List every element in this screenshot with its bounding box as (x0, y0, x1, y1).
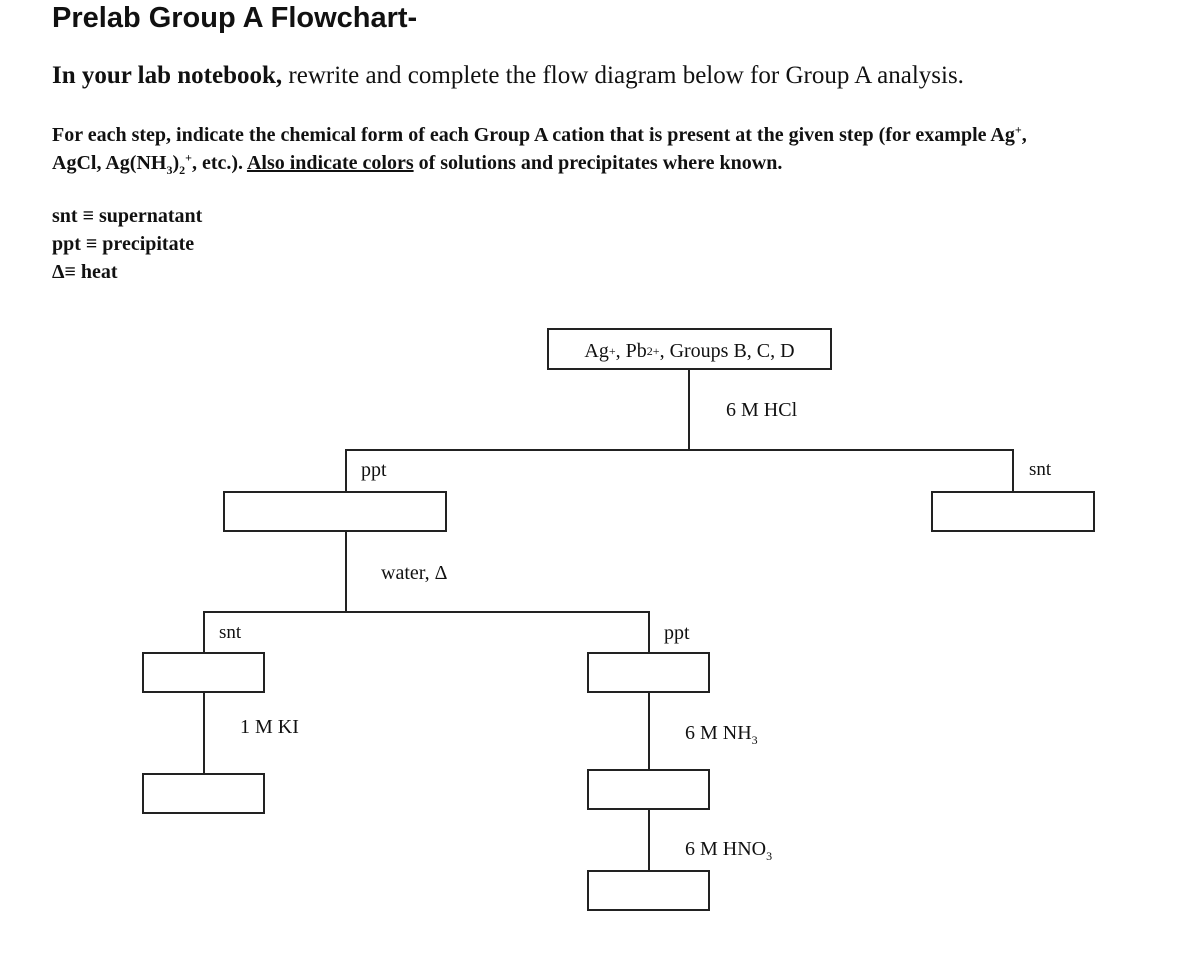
instr-sub: 2 (179, 163, 186, 177)
connector-line (688, 370, 690, 450)
branch-ppt-label: ppt (664, 622, 690, 644)
intro-rest: rewrite and complete the flow diagram below for Group A analysis. (282, 62, 964, 89)
instr-underlined: Also indicate colors (246, 152, 414, 174)
instr-text: AgCl, Ag(NH (52, 152, 167, 174)
reagent-water-label: water, Δ (381, 562, 448, 584)
instructions-line-1 (52, 121, 1027, 149)
answer-box-hno3[interactable] (587, 870, 710, 911)
instructions (52, 121, 1027, 177)
reagent-sub: 3 (766, 849, 773, 863)
connector-line (648, 693, 650, 770)
reagent-text: 6 M NH (685, 722, 752, 744)
page-title: Prelab Group A Flowchart- (52, 2, 418, 34)
start-box: Ag + , Pb 2+ , Groups B, C, D (547, 328, 832, 370)
answer-box-ppt[interactable] (223, 491, 447, 532)
instr-text: For each step, indicate the chemical form of each Group A cation that is present at the given step (for example Ag (52, 124, 1015, 146)
instr-text: , (1021, 124, 1027, 146)
connector-line (203, 611, 650, 613)
connector-line (345, 449, 347, 491)
answer-box-snt[interactable] (931, 491, 1095, 532)
definition-heat: Δ≡ heat (52, 261, 118, 283)
branch-snt-label: snt (219, 622, 242, 643)
start-text: , Pb (615, 339, 647, 362)
instructions-line-2 (52, 149, 1027, 177)
reagent-nh3-label (685, 722, 758, 745)
answer-box-ki[interactable] (142, 773, 265, 814)
connector-line (648, 611, 650, 653)
connector-line (345, 449, 1014, 451)
intro-bold: In your lab notebook, (52, 62, 283, 89)
connector-line (203, 693, 205, 773)
reagent-sub: 3 (751, 733, 758, 747)
instr-sup: + (185, 150, 192, 165)
reagent-hno3-label (685, 838, 772, 861)
connector-line (345, 532, 347, 612)
definition-ppt: ppt ≡ precipitate (52, 233, 195, 255)
start-text: Ag (584, 339, 609, 362)
instr-sub: 3 (166, 163, 173, 177)
answer-box-snt-2[interactable] (142, 652, 265, 693)
connector-line (648, 810, 650, 870)
start-text: , Groups B, C, D (659, 339, 795, 362)
answer-box-nh3[interactable] (587, 769, 710, 810)
definitions-list (52, 202, 202, 286)
instr-text: , etc.). (191, 152, 247, 174)
reagent-text: 6 M HNO (685, 838, 767, 860)
instr-sup: + (1014, 122, 1022, 137)
connector-line (203, 611, 205, 653)
instr-text: ) (172, 152, 180, 174)
branch-ppt-label: ppt (361, 459, 387, 481)
definition-snt: snt ≡ supernatant (52, 205, 203, 227)
reagent-hcl-label: 6 M HCl (726, 399, 798, 421)
intro-text (52, 62, 964, 90)
branch-snt-label: snt (1029, 459, 1052, 480)
connector-line (1012, 449, 1014, 491)
reagent-ki-label: 1 M KI (240, 716, 299, 738)
instr-text: of solutions and precipitates where known. (413, 152, 783, 174)
answer-box-ppt-2[interactable] (587, 652, 710, 693)
